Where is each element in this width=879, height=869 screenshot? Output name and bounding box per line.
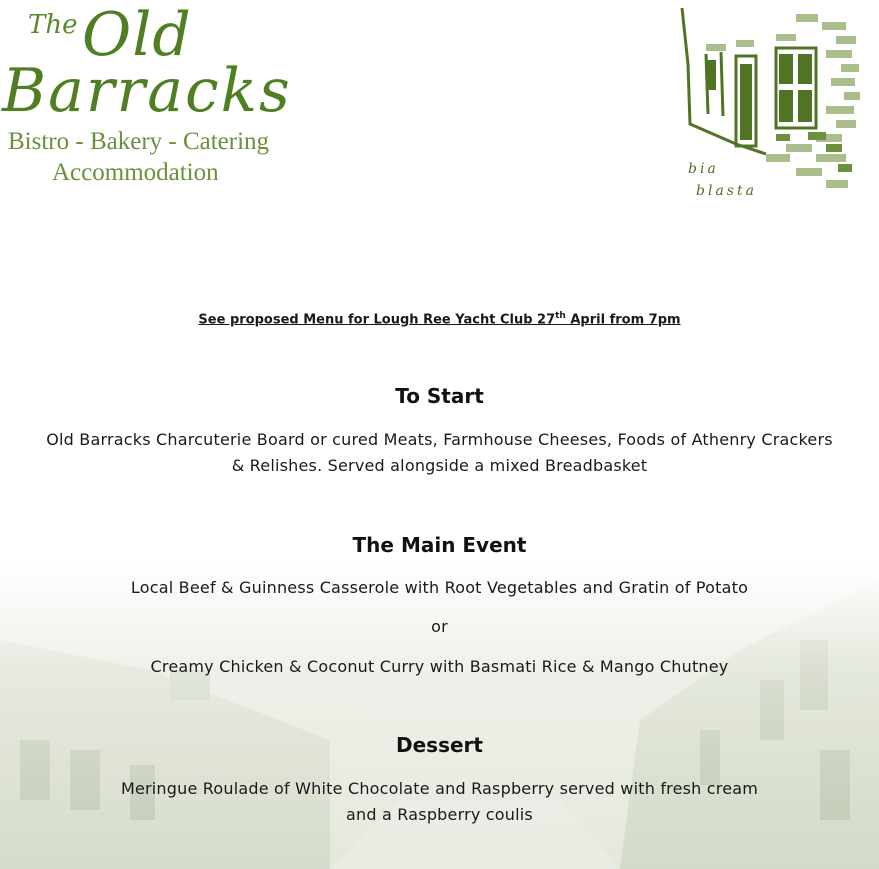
main-title: The Main Event <box>352 533 527 557</box>
starter-line-2: & Relishes. Served alongside a mixed Breadbasket <box>231 456 648 475</box>
dessert-title: Dessert <box>396 733 483 757</box>
dessert-line-2: and a Raspberry coulis <box>346 805 533 824</box>
starter-title: To Start <box>395 384 484 408</box>
dessert-line-1: Meringue Roulade of White Chocolate and Raspberry served with fresh cream <box>120 779 759 798</box>
old-barracks-logo <box>0 0 292 186</box>
bia-blasta-logo <box>676 4 866 200</box>
logo-blasta-text: blasta <box>696 183 757 199</box>
logo-accommodation-text: Accommodation <box>52 159 219 186</box>
logo-old-text: Old <box>82 0 192 70</box>
intro-text: See proposed Menu for Lough Ree Yacht Club 27 <box>198 312 556 328</box>
starter-line-1: Old Barracks Charcuterie Board or cured Meats, Farmhouse Cheeses, Foods of Athenry Crackers <box>46 430 833 449</box>
main-option-1: Local Beef & Guinness Casserole with Root Vegetables and Gratin of Potato <box>130 578 749 597</box>
main-separator: or <box>431 617 448 636</box>
main-option-2: Creamy Chicken & Coconut Curry with Basmati Rice & Mango Chutney <box>150 657 729 676</box>
logo-services-text: Bistro - Bakery - Catering <box>8 128 270 155</box>
logo-the-text: The <box>28 10 78 40</box>
logo-barracks-text: Barracks <box>2 56 292 126</box>
logo-bia-text: bia <box>688 161 719 177</box>
menu-intro-heading <box>0 311 879 327</box>
intro-text-after: April from 7pm <box>565 312 681 328</box>
intro-superscript: th <box>555 311 566 321</box>
